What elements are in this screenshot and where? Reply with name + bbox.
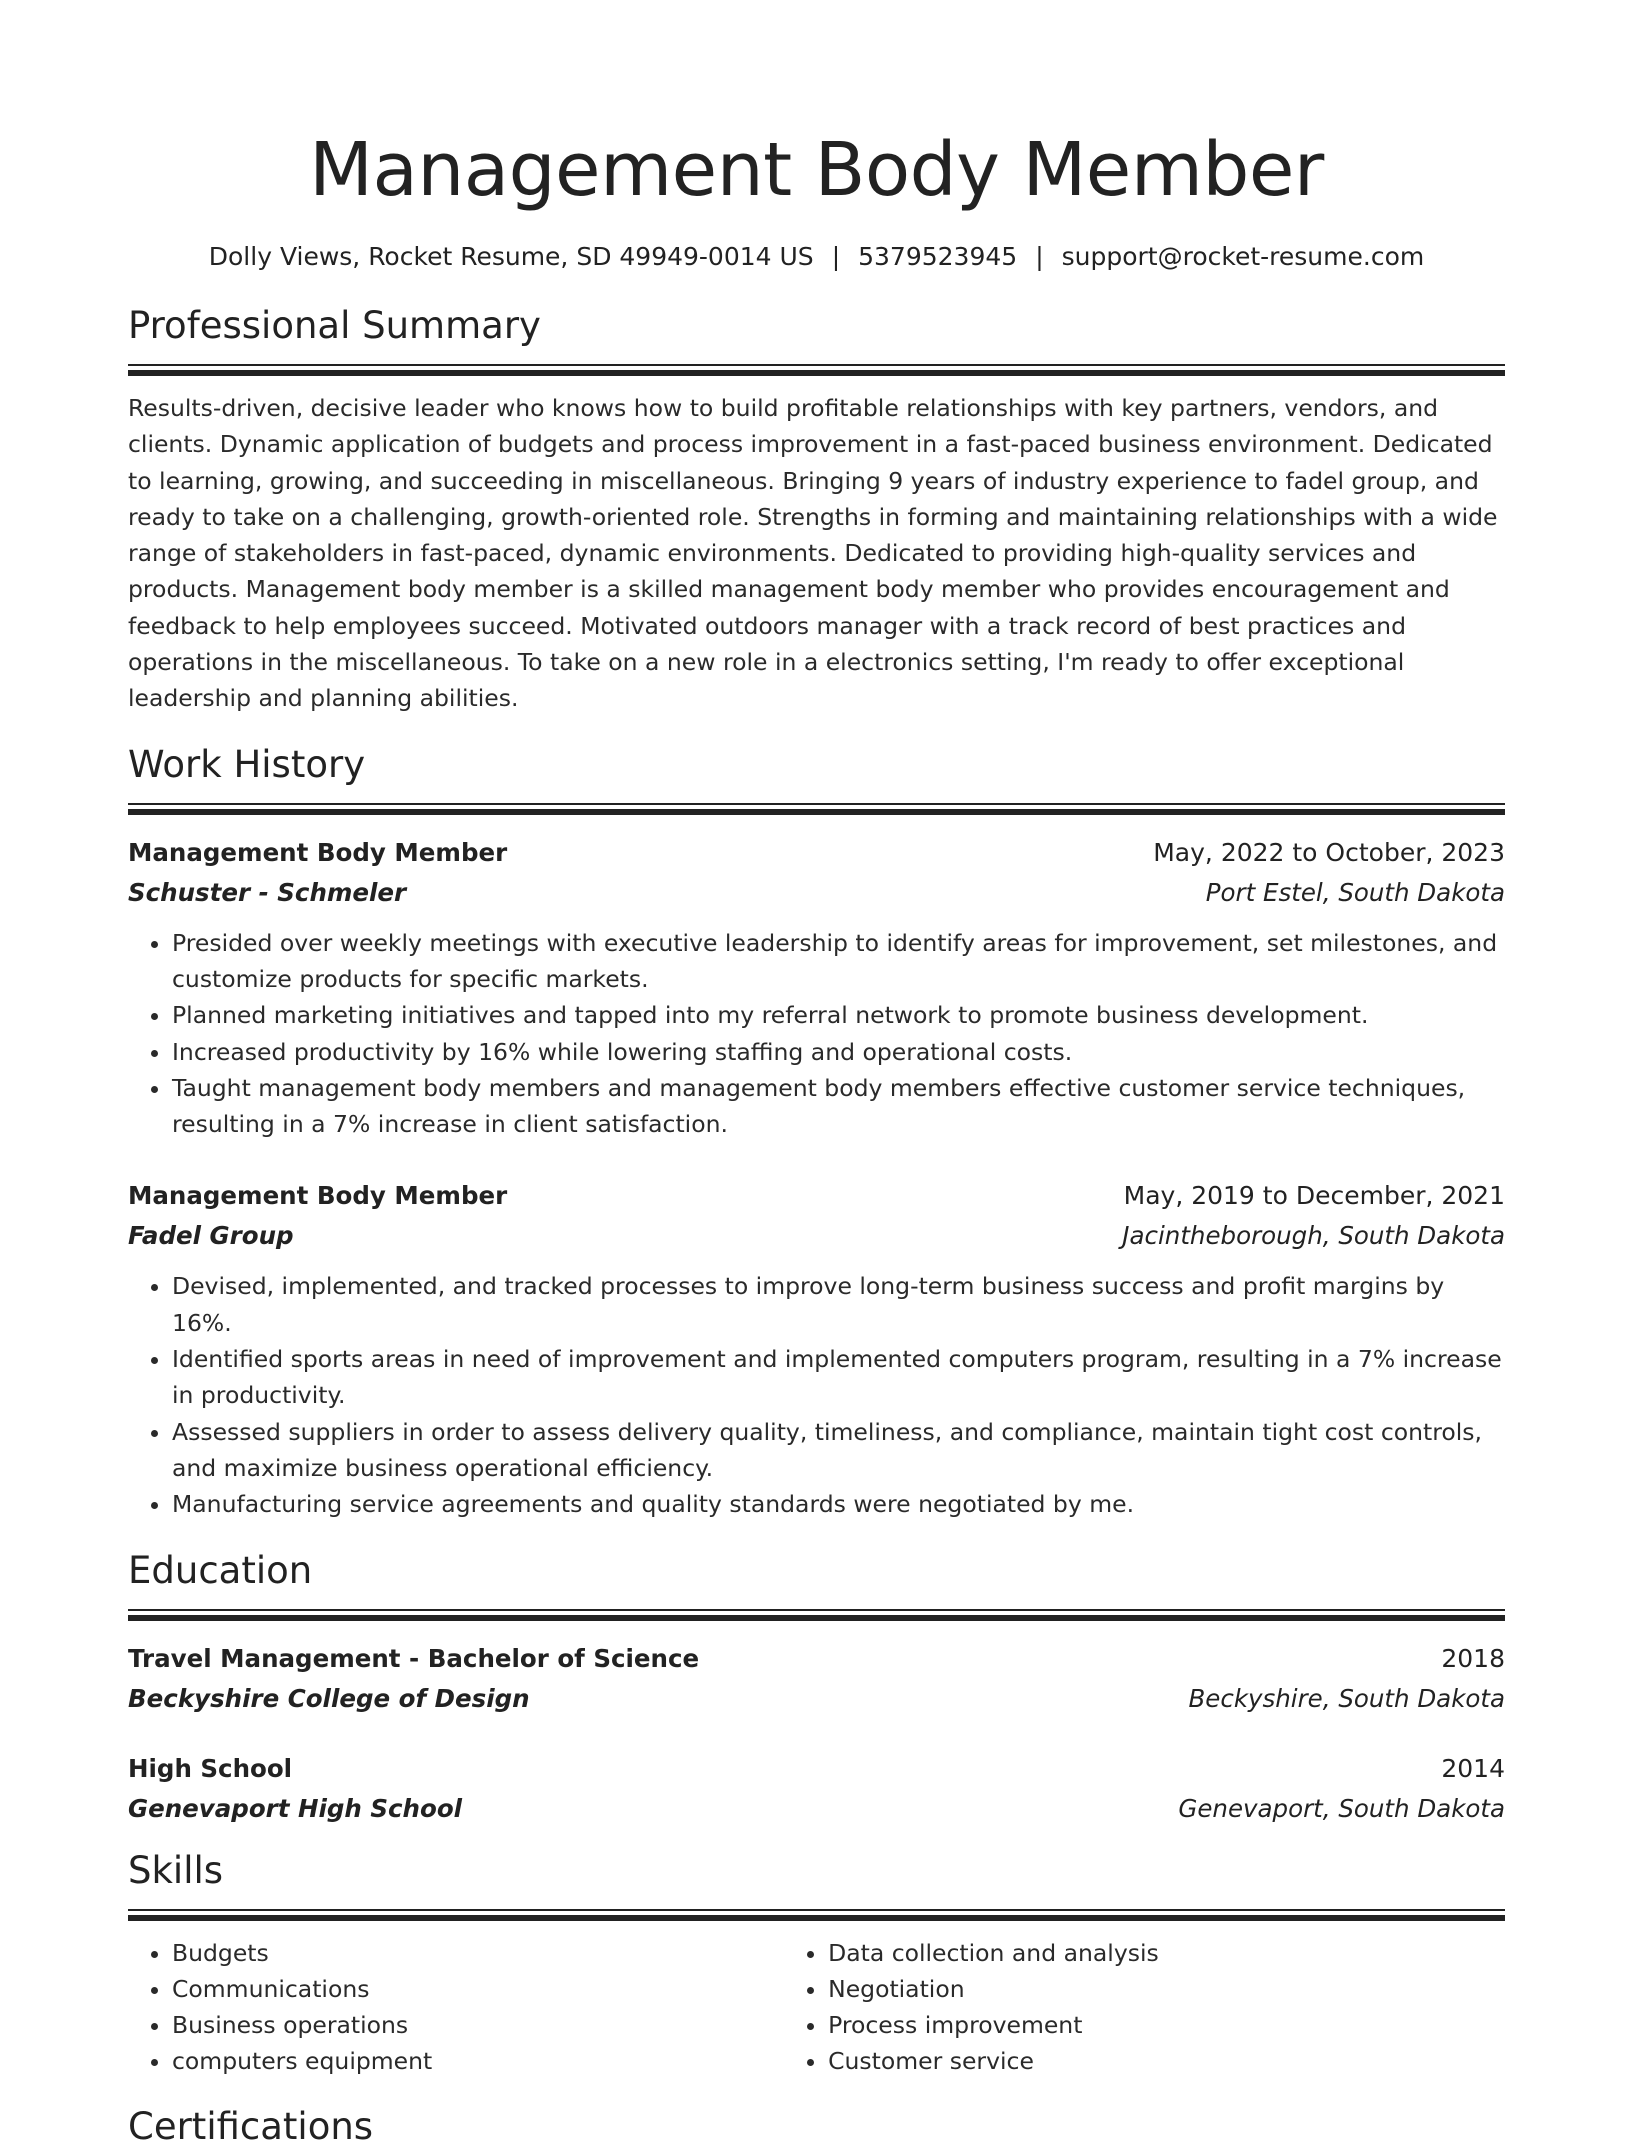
education-degree: High School <box>128 1753 293 1783</box>
contact-phone: 5379523945 <box>858 242 1018 271</box>
section-title: Skills <box>128 1848 224 1892</box>
list-item: • Presided over weekly meetings with executive leadership to identify areas for improvement, set milestones, and customize products for specific markets. <box>172 925 1505 998</box>
skills-list-right <box>784 1935 1505 2079</box>
skills-list-left <box>128 1935 784 2079</box>
section-title: Professional Summary <box>128 304 541 347</box>
education-location: Genevaport, South Dakota <box>1178 1793 1505 1823</box>
education-school: Beckyshire College of Design <box>128 1683 530 1713</box>
education-school: Genevaport High School <box>128 1793 463 1823</box>
list-item: • Process improvement <box>828 2007 1505 2043</box>
job-subheader <box>128 1216 1505 1256</box>
candidate-name: Management Body Member <box>309 127 1324 213</box>
contact-separator: | <box>1035 242 1044 271</box>
education-subheader <box>128 1789 1505 1829</box>
list-item: • Business operations <box>172 2007 784 2043</box>
job-entry <box>128 833 1505 1143</box>
skills-section <box>128 1849 1505 2079</box>
summary-text: Results-driven, decisive leader who knows how to build profitable relationships with key partners, vendors, and clients. Dynamic application of budgets and process improvement in a fast-paced business environment. Dedicated to learning, growing, and succeeding in miscellaneous. Bringing 9 years of industry experience to fadel group, and ready to take on a challenging, growth-oriented role. Strengths in forming and maintaining relationships with a wide range of stakeholders in fast-paced, dynamic environments. Dedicated to providing high-quality services and products. Management body member is a skilled management body member who provides encouragement and feedback to help employees succeed. Motivated outdoors manager with a track record of best practices and operations in the miscellaneous. To take on a new role in a electronics setting, I'm ready to offer exceptional leadership and planning abilities. <box>128 394 1498 713</box>
education-degree: Travel Management - Bachelor of Science <box>128 1643 700 1673</box>
list-item: • Identified sports areas in need of improvement and implemented computers program, resulting in a 7% increase in productivity. <box>172 1341 1505 1414</box>
list-item: • Assessed suppliers in order to assess delivery quality, timeliness, and compliance, maintain tight cost controls, and maximize business operational efficiency. <box>172 1414 1505 1487</box>
section-title: Certifications <box>128 2104 374 2148</box>
list-item: • Planned marketing initiatives and tapped into my referral network to promote business development. <box>172 997 1505 1033</box>
contact-email: support@rocket-resume.com <box>1061 242 1425 271</box>
contact-separator: | <box>831 242 841 271</box>
job-title: Management Body Member <box>128 837 508 867</box>
certifications-section <box>128 2105 1505 2149</box>
section-divider <box>128 364 1505 376</box>
education-location: Beckyshire, South Dakota <box>1188 1683 1505 1713</box>
list-item: • Manufacturing service agreements and quality standards were negotiated by me. <box>172 1486 1505 1522</box>
list-item: • Devised, implemented, and tracked processes to improve long-term business success and profit margins by 16%. <box>172 1268 1505 1341</box>
job-company: Fadel Group <box>128 1221 294 1251</box>
education-entry <box>128 1639 1505 1719</box>
job-bullets <box>128 925 1505 1143</box>
section-title: Work History <box>128 742 366 786</box>
job-company: Schuster - Schmeler <box>128 877 407 907</box>
list-item: • Taught management body members and management body members effective customer service techniques, resulting in a 7% increase in client satisfaction. <box>172 1070 1505 1143</box>
education-year: 2014 <box>1441 1753 1505 1783</box>
resume-page <box>128 0 1505 2149</box>
job-header <box>128 833 1505 873</box>
section-divider <box>128 803 1505 815</box>
education-header <box>128 1749 1505 1789</box>
work-history-section <box>128 743 1505 1523</box>
job-header <box>128 1176 1505 1216</box>
list-item: • Communications <box>172 1971 784 2007</box>
contact-line <box>128 240 1505 274</box>
section-title: Education <box>128 1548 313 1592</box>
summary-section <box>128 304 1505 717</box>
list-item: • Budgets <box>172 1935 784 1971</box>
contact-address: Dolly Views, Rocket Resume, SD 49949-0014 US <box>208 242 814 271</box>
list-item: • computers equipment <box>172 2043 784 2079</box>
list-item: • Data collection and analysis <box>828 1935 1505 1971</box>
education-subheader <box>128 1679 1505 1719</box>
section-divider <box>128 1909 1505 1921</box>
job-bullets <box>128 1268 1505 1522</box>
education-year: 2018 <box>1441 1643 1505 1673</box>
job-location: Port Estel, South Dakota <box>1205 877 1505 907</box>
section-divider <box>128 1609 1505 1621</box>
job-title: Management Body Member <box>128 1181 508 1211</box>
job-location: Jacintheborough, South Dakota <box>1122 1221 1505 1251</box>
skills-grid <box>128 1935 1505 2079</box>
education-section <box>128 1549 1505 1829</box>
education-header <box>128 1639 1505 1679</box>
job-dates: May, 2022 to October, 2023 <box>1153 837 1505 867</box>
job-entry <box>128 1176 1505 1522</box>
education-entry <box>128 1749 1505 1829</box>
list-item: • Negotiation <box>828 1971 1505 2007</box>
job-subheader <box>128 873 1505 913</box>
list-item: • Customer service <box>828 2043 1505 2079</box>
job-dates: May, 2019 to December, 2021 <box>1123 1181 1505 1211</box>
list-item: • Increased productivity by 16% while lowering staffing and operational costs. <box>172 1034 1505 1070</box>
